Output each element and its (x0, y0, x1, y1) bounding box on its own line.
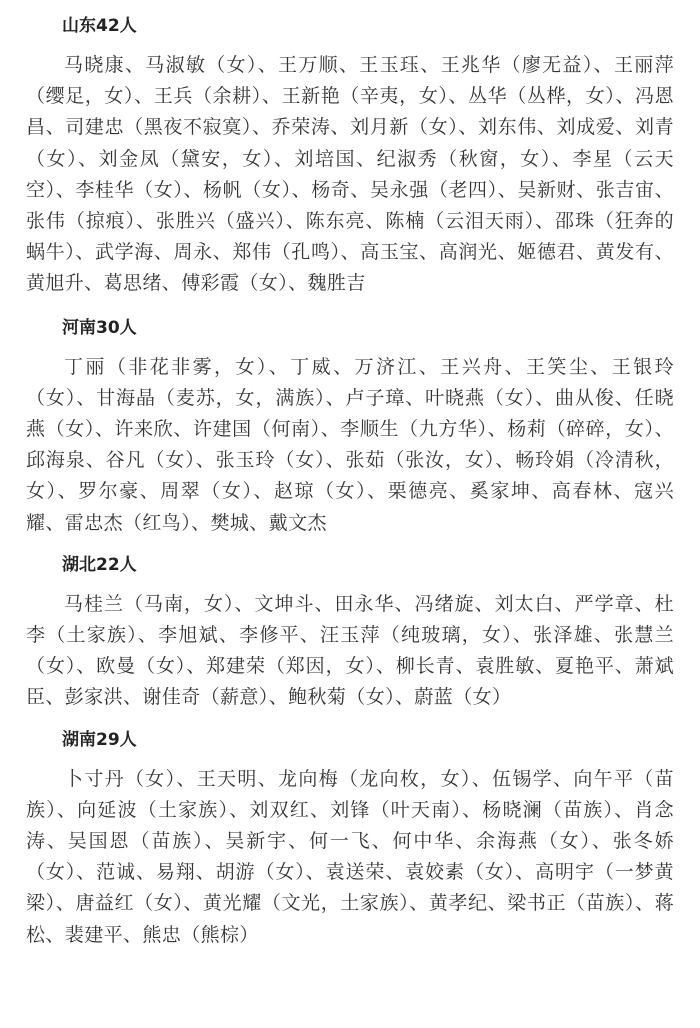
section-names: 马晓康、马淑敏（女）、王万顺、王玉珏、王兆华（廖无益）、王丽萍（缨足，女）、王兵（余耕）、王新艳（辛夷，女）、丛华（丛桦，女）、冯恩昌、司建忠（黑夜不寂寞）、乔荣涛、刘月新（女）、刘东伟、刘成爱、刘青（女）、刘金凤（黛安，女）、刘培国、纪淑秀（秋窗，女）、李星（云天空）、李桂华（女）、杨帆（女）、杨奇、吴永强（老四）、吴新财、张吉宙、张伟（掠痕）、张胜兴（盛兴）、陈东亮、陈楠（云泪天雨）、邵珠（狂奔的蜗牛）、武学海、周永、郑伟（孔鸣）、高玉宝、高润光、姬德君、黄发有、黄旭升、葛思绪、傅彩霞（女）、魏胜吉 (26, 54, 674, 295)
section-names: 丁丽（非花非雾，女）、丁威、万济江、王兴舟、王笑尘、王银玲（女）、甘海晶（麦苏，女，满族）、卢子璋、叶晓燕（女）、曲从俊、任晓燕（女）、许来欣、许建国（何南）、李顺生（九方华）、杨莉（碎碎，女）、邱海泉、谷凡（女）、张玉玲（女）、张茹（张汝，女）、畅玲娟（冷清秋，女）、罗尔豪、周翠（女）、赵琼（女）、栗德亮、奚家坤、高春林、寇兴耀、雷忠杰（红鸟）、樊城、戴文杰 (26, 355, 674, 534)
section-shandong (26, 12, 674, 300)
section-hunan (26, 726, 674, 951)
section-heading: 山东42人 (62, 16, 137, 36)
section-heading: 湖北22人 (62, 554, 137, 575)
section-hubei (26, 551, 674, 714)
section-heading: 湖南29人 (62, 729, 137, 750)
section-names: 卜寸丹（女）、王天明、龙向梅（龙向枚，女）、伍锡学、向午平（苗族）、向延波（土家族）、刘双红、刘锋（叶天南）、杨晓澜（苗族）、肖念涛、吴国恩（苗族）、吴新宇、何一飞、何中华、余海燕（女）、张冬娇（女）、范诚、易翔、胡游（女）、袁送荣、袁姣素（女）、高明宇（一梦黄梁）、唐益红（女）、黄光耀（文光，土家族）、黄孝纪、梁书正（苗族）、蒋松、裴建平、熊忠（熊棕） (26, 767, 674, 946)
section-names: 马桂兰（马南，女）、文坤斗、田永华、冯绪旋、刘太白、严学章、杜李（土家族）、李旭斌、李修平、汪玉萍（纯玻璃，女）、张泽雄、张慧兰（女）、欧曼（女）、郑建荣（郑因，女）、柳长青、袁胜敏、夏艳平、萧斌臣、彭家洪、谢佳奇（薪意）、鲍秋菊（女）、蔚蓝（女） (26, 592, 674, 709)
section-heading: 河南30人 (62, 317, 137, 338)
section-henan (26, 314, 674, 539)
